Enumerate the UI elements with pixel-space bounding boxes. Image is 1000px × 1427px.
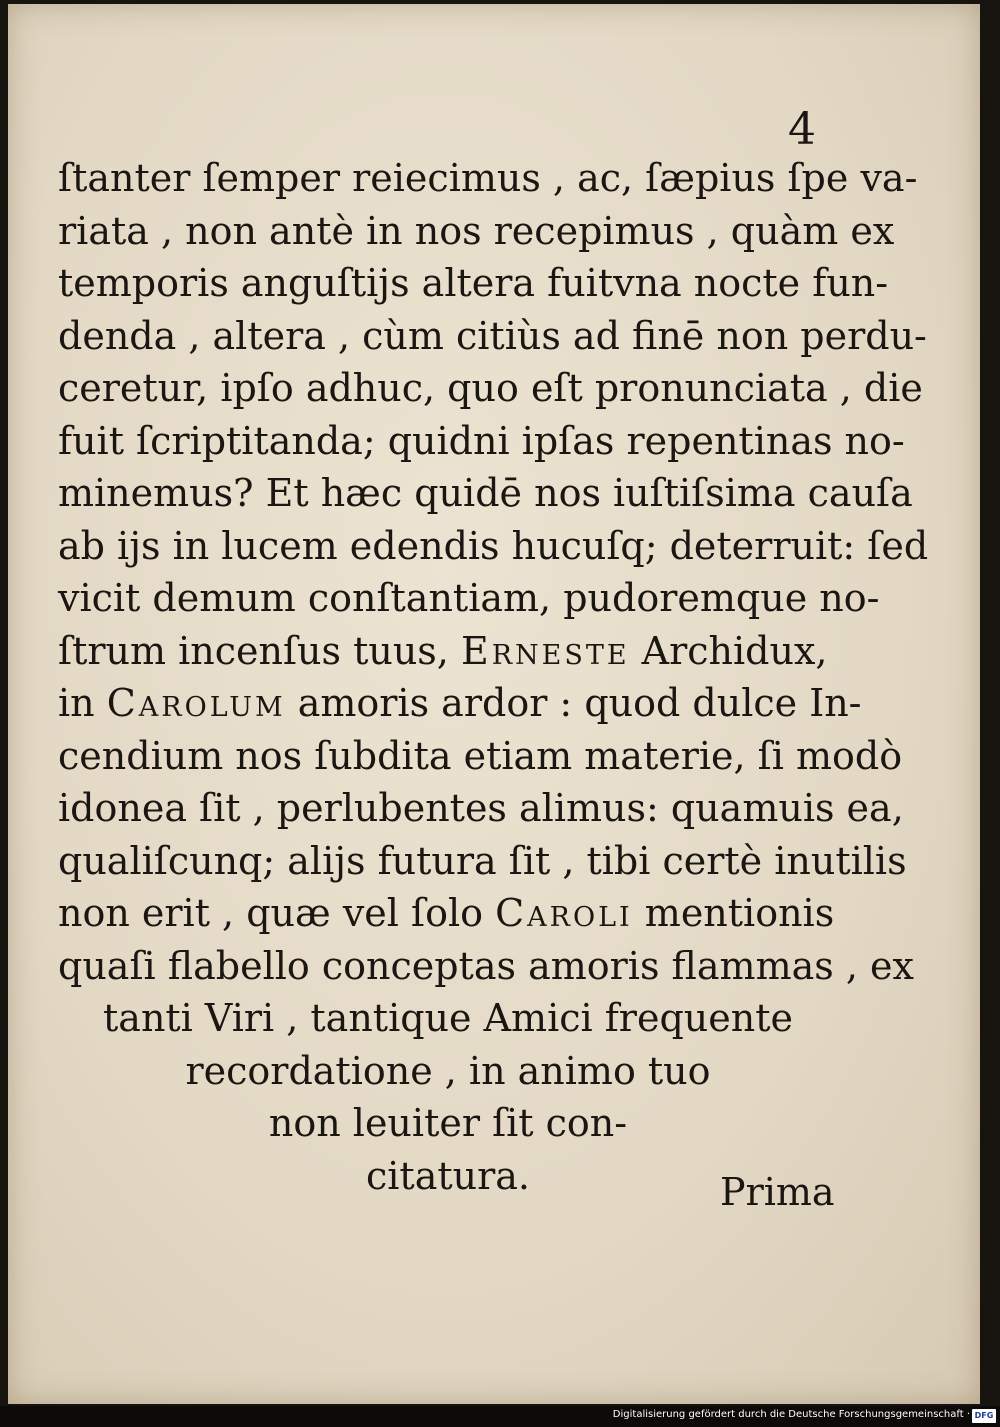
text-segment: in <box>58 681 107 725</box>
text-line: idonea ſit , perlubentes alimus: quamuis ea, <box>58 786 904 830</box>
text-segment: non erit , quæ vel ſolo <box>58 891 496 935</box>
text-line: citatura. <box>365 1153 530 1198</box>
text-line: cendium nos ſubdita etiam materie, ſi modò <box>58 733 903 778</box>
text-line: ſtanter ſemper reiecimus , ac, ſæpius ſpe va- <box>58 156 918 200</box>
name-caroli: Caroli <box>495 891 633 935</box>
text-line: recordatione , in animo tuo <box>185 1048 711 1093</box>
book-page <box>8 4 980 1404</box>
text-line: qualiſcunq; alijs futura ſit , tibi certè inutilis <box>58 838 907 883</box>
text-line: ceretur, ipſo adhuc, quo eſt pronunciata , die <box>58 366 923 410</box>
text-line: minemus? Et hæc quidē nos iuſtiſsima cauſa <box>58 471 913 515</box>
dfg-logo-icon: DFG <box>972 1409 996 1423</box>
text-line: denda , altera , cùm citiùs ad finē non perdu- <box>58 313 927 358</box>
text-line: temporis anguſtijs altera fuitvna nocte fun- <box>58 261 889 305</box>
text-line: non leuiter ſit con- <box>268 1101 628 1145</box>
text-segment: mentionis <box>632 891 835 935</box>
text-line <box>58 887 838 940</box>
text-line: vicit demum conſtantiam, pudoremque no- <box>58 576 880 620</box>
attribution-text: Digitalisierung gefördert durch die Deutsche Forschungsgemeinschaft · <box>612 1409 970 1420</box>
text-line <box>58 677 862 730</box>
text-line: quaſi flabello conceptas amoris flammas , ex <box>58 943 914 988</box>
body-text <box>58 152 929 1202</box>
text-segment: Archidux, <box>629 628 828 673</box>
name-erneste: Erneste <box>460 628 630 673</box>
text-segment: ſtrum incenſus tuus, <box>58 628 461 673</box>
text-line: tanti Viri , tantique Amici frequente <box>103 996 793 1040</box>
name-carolum: Carolum <box>106 681 286 725</box>
text-segment: amoris ardor : quod dulce In- <box>285 681 862 725</box>
text-line <box>58 625 838 678</box>
text-line: ab ijs in lucem edendis hucuſq; deterruit: ſed <box>58 523 929 568</box>
text-line: fuit ſcriptitanda; quidni ipſas repentinas no- <box>58 418 905 463</box>
text-line: riata , non antè in nos recepimus , quàm ex <box>58 208 895 253</box>
catchword: Prima <box>720 1170 835 1214</box>
page-number: 4 <box>788 104 816 155</box>
